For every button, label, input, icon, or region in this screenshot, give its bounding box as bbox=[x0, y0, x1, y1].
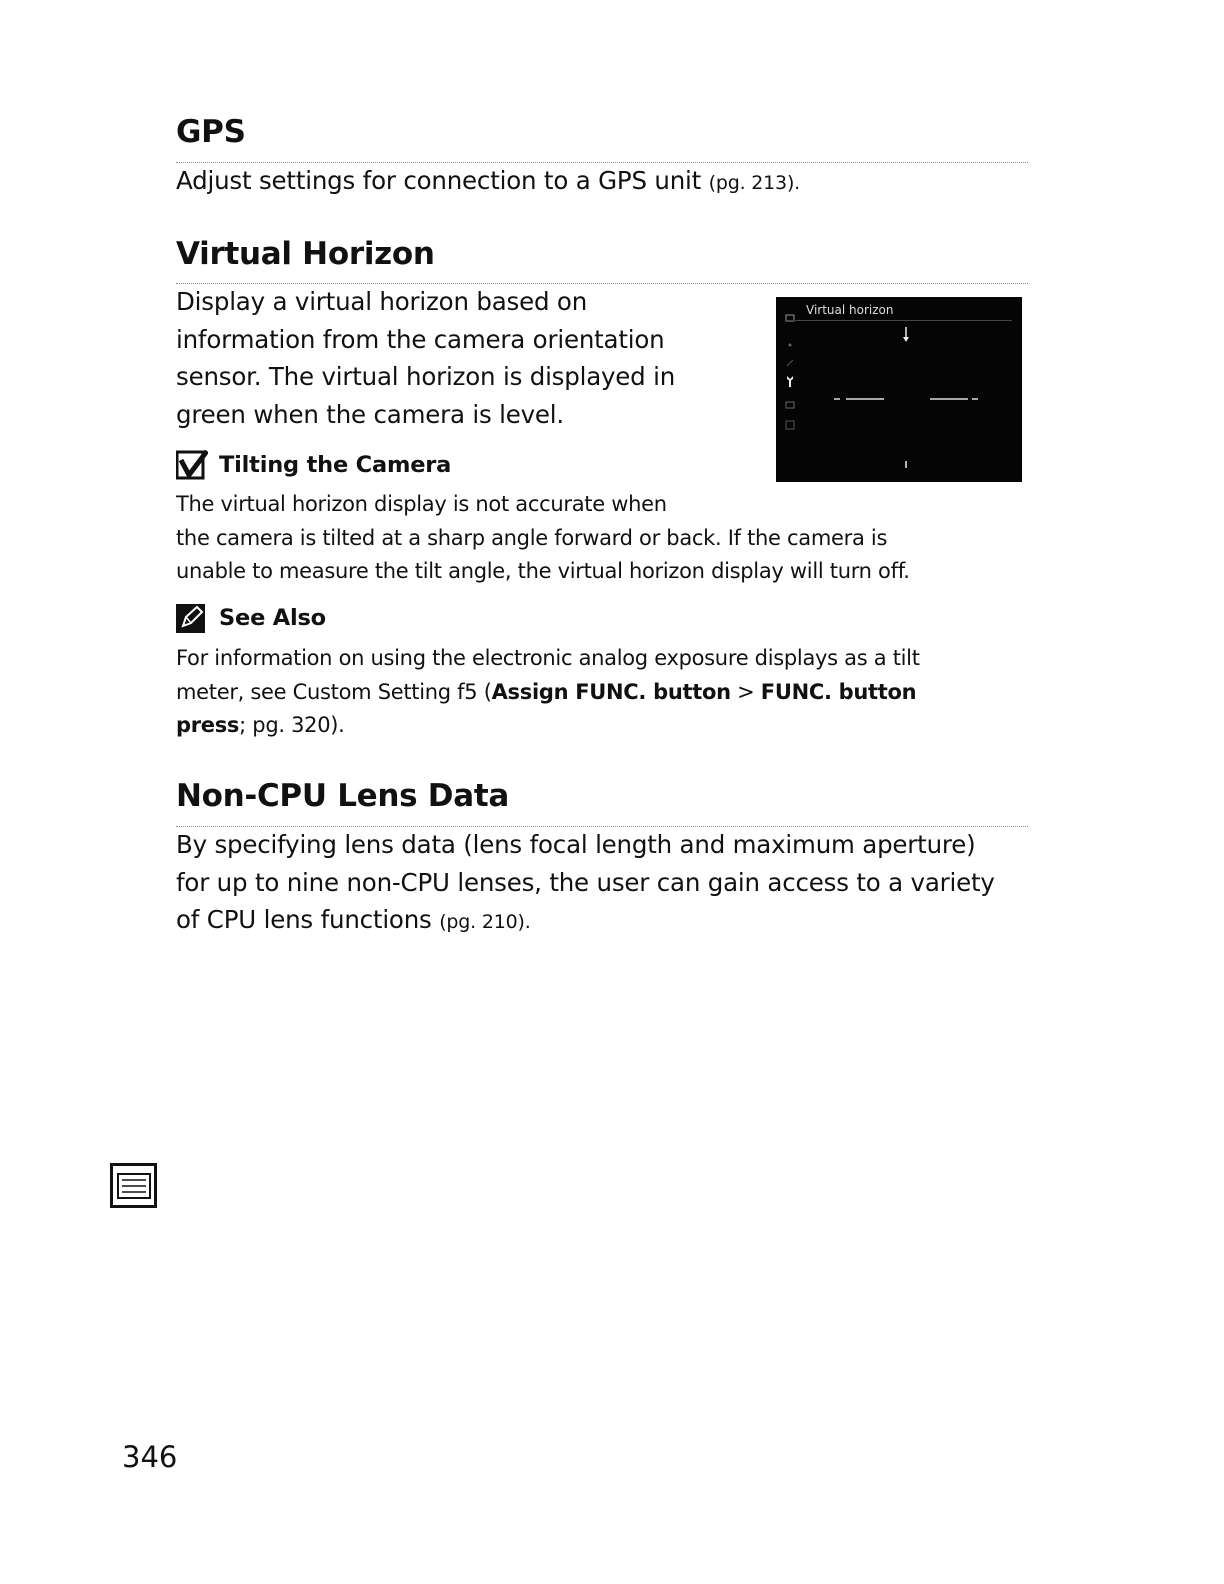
horizon-indicator bbox=[776, 297, 1022, 482]
press-ref: press bbox=[176, 713, 240, 737]
vh-line-3: sensor. The virtual horizon is displayed in bbox=[176, 362, 676, 391]
non-cpu-line-3 bbox=[176, 901, 1046, 942]
vh-line-4: green when the camera is level. bbox=[176, 399, 565, 429]
vh-line-1: Display a virtual horizon based on bbox=[176, 287, 588, 316]
non-cpu-description bbox=[176, 826, 1046, 942]
tilting-line-3: unable to measure the tilt angle, the virtual horizon display will turn off. bbox=[176, 559, 910, 583]
non-cpu-line-1: By specifying lens data (lens focal length and maximum aperture) bbox=[176, 830, 976, 859]
see-also-pencil-icon bbox=[176, 604, 206, 634]
tilting-text bbox=[176, 488, 1036, 589]
gps-text: Adjust settings for connection to a GPS unit bbox=[176, 166, 702, 195]
caution-check-icon bbox=[176, 450, 208, 480]
see-also-line-1: For information on using the electronic analog exposure displays as a tilt bbox=[176, 646, 920, 670]
see-also-line-2 bbox=[176, 676, 1046, 710]
see-also-text bbox=[176, 642, 1046, 743]
virtual-horizon-description bbox=[176, 283, 675, 433]
page-number: 346 bbox=[122, 1440, 178, 1474]
assign-func-button-ref: Assign FUNC. button bbox=[491, 679, 731, 704]
camera-screen-image bbox=[776, 297, 1022, 482]
non-cpu-line-2: for up to nine non-CPU lenses, the user can gain access to a variety bbox=[176, 867, 995, 897]
vh-line-2: information from the camera orientation bbox=[176, 324, 665, 354]
gps-page-ref: (pg. 213). bbox=[708, 172, 801, 194]
tilting-heading: Tilting the Camera bbox=[219, 452, 452, 478]
see-also-page-ref: ; pg. 320). bbox=[239, 713, 345, 737]
tilting-line-1: The virtual horizon display is not accurate when bbox=[176, 492, 667, 516]
tilting-line-2: the camera is tilted at a sharp angle forward or back. If the camera is bbox=[176, 525, 888, 550]
screen-title: Virtual horizon bbox=[806, 303, 894, 317]
non-cpu-heading: Non-CPU Lens Data bbox=[176, 778, 509, 814]
see-also-line-3 bbox=[176, 709, 1046, 743]
func-button-ref: FUNC. button bbox=[760, 679, 917, 704]
non-cpu-page-ref: (pg. 210). bbox=[439, 911, 531, 933]
gps-description bbox=[176, 162, 800, 203]
gps-heading: GPS bbox=[176, 114, 246, 150]
non-cpu-line-3-text: of CPU lens functions bbox=[176, 905, 432, 934]
see-also-heading: See Also bbox=[219, 605, 326, 631]
see-also-text-a: meter, see Custom Setting f5 ( bbox=[176, 679, 492, 704]
see-also-arrow: > bbox=[730, 679, 761, 704]
setup-menu-icon bbox=[110, 1163, 158, 1209]
virtual-horizon-heading: Virtual Horizon bbox=[176, 236, 435, 272]
